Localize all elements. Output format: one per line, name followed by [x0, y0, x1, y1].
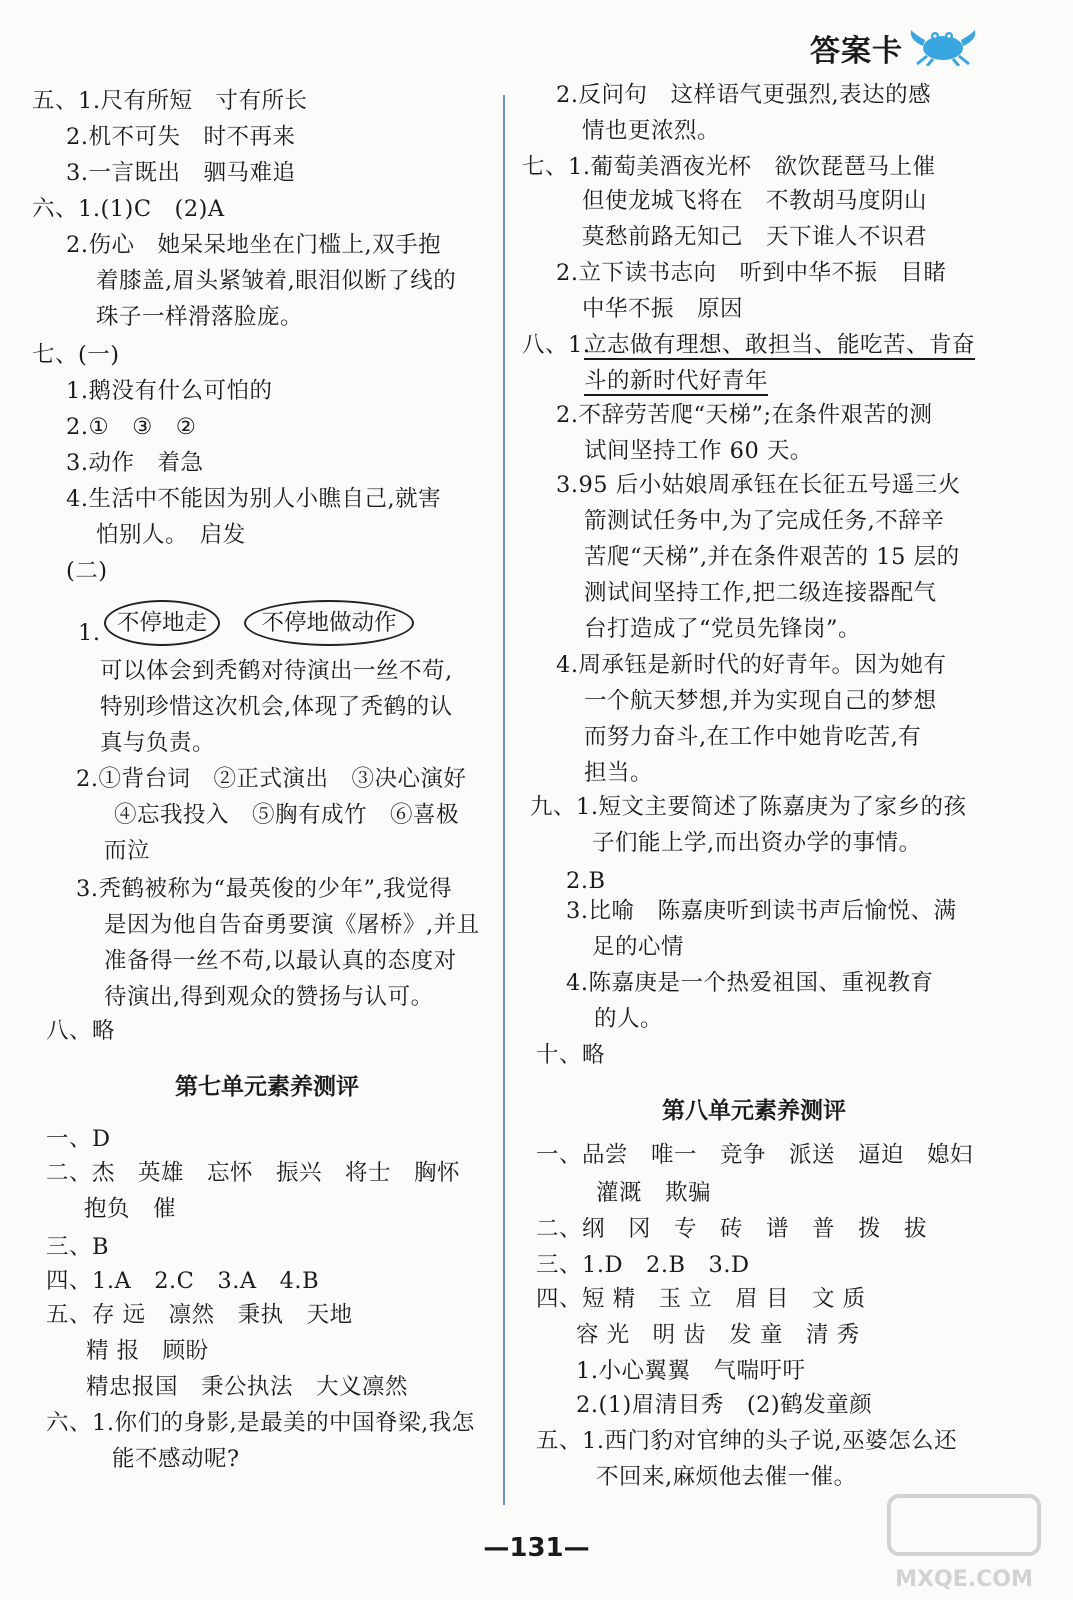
text-line: 莫愁前路无知己 天下谁人不识君	[582, 224, 928, 250]
column-divider	[503, 95, 505, 1505]
text-line: 测试间坚持工作,把二级连接器配气	[584, 580, 937, 606]
text-line: (二)	[66, 558, 108, 584]
text-line: 精 报 顾盼	[86, 1338, 209, 1364]
text-line: 的人。	[594, 1006, 664, 1032]
text-line: 4.生活中不能因为别人小瞧自己,就害	[66, 486, 442, 512]
crab-icon	[903, 22, 981, 66]
text-line: 3.秃鹤被称为“最英俊的少年”,我觉得	[76, 876, 453, 902]
text-line: 3.比喻 陈嘉庚听到读书声后愉悦、满	[566, 898, 957, 924]
text-line: 但使龙城飞将在 不教胡马度阴山	[582, 188, 928, 214]
text-line: 四、1.A 2.C 3.A 4.B	[46, 1268, 320, 1294]
text-line: 3.一言既出 驷马难追	[66, 160, 296, 186]
text-line: 容 光 明 齿 发 童 清 秀	[576, 1322, 860, 1348]
text-line: 四、短 精 玉 立 眉 目 文 质	[536, 1286, 866, 1312]
text-line: 七、(一)	[32, 342, 120, 368]
circled-answer: 不停地走	[104, 600, 220, 646]
text-line: 2.① ③ ②	[66, 414, 197, 440]
text-line: 2.(1)眉清目秀 (2)鹤发童颜	[576, 1392, 873, 1418]
text-line: 二、纲 冈 专 砖 谱 普 拨 拔	[536, 1216, 928, 1242]
text-line: 中华不振 原因	[582, 296, 744, 322]
svg-text:MXQE.COM: MXQE.COM	[895, 1567, 1033, 1590]
text-line: 待演出,得到观众的赞扬与认可。	[104, 984, 434, 1010]
answer-card-label: 答案卡	[810, 34, 903, 69]
text-line: 4.周承钰是新时代的好青年。因为她有	[556, 652, 947, 678]
text-line: 六、1.你们的身影,是最美的中国脊梁,我怎	[46, 1410, 475, 1436]
text-line: 4.陈嘉庚是一个热爱祖国、重视教育	[566, 970, 934, 996]
text-line: 三、1.D 2.B 3.D	[536, 1252, 750, 1278]
text-line: 2.反问句 这样语气更强烈,表达的感	[556, 82, 932, 108]
text-line: 一、品尝 唯一 竞争 派送 逼迫 媳妇	[536, 1142, 974, 1168]
text-line: 一个航天梦想,并为实现自己的梦想	[584, 688, 937, 714]
text-line: 苦爬“天梯”,并在条件艰苦的 15 层的	[584, 544, 960, 570]
text-line: 试间坚持工作 60 天。	[584, 438, 813, 464]
text-line: 抱负 催	[84, 1196, 177, 1222]
text-line: 能不感动呢?	[112, 1446, 240, 1472]
text-line: 1.	[78, 620, 101, 646]
text-line: 珠子一样滑落脸庞。	[96, 304, 304, 330]
text-line: 三、B	[46, 1234, 110, 1260]
text-line: 2.立下读书志向 听到中华不振 目睹	[556, 260, 947, 286]
section-heading: 第八单元素养测评	[662, 1098, 846, 1124]
text-line: ④忘我投入 ⑤胸有成竹 ⑥喜极	[114, 802, 460, 828]
text-line: 真与负责。	[100, 730, 216, 756]
text-line: 2.不辞劳苦爬“天梯”;在条件艰苦的测	[556, 402, 933, 428]
text-line: 怕别人。 启发	[96, 522, 246, 548]
text-line: 足的心情	[592, 934, 685, 960]
text-line: 担当。	[584, 760, 654, 786]
page-number: —131—	[483, 1533, 590, 1563]
section-heading: 第七单元素养测评	[175, 1074, 359, 1100]
text-line: 八、1.	[522, 332, 591, 358]
text-line: 1.小心翼翼 气喘吁吁	[576, 1358, 806, 1384]
circled-answer: 不停地做动作	[244, 600, 414, 646]
text-line: 子们能上学,而出资办学的事情。	[592, 830, 922, 856]
text-line: 着膝盖,眉头紧皱着,眼泪似断了线的	[96, 268, 457, 294]
text-line: 精忠报国 秉公执法 大义凛然	[86, 1374, 409, 1400]
text-line: 3.动作 着急	[66, 450, 204, 476]
underlined-answer: 立志做有理想、敢担当、能吃苦、肯奋	[584, 332, 976, 358]
text-line: 五、1.尺有所短 寸有所长	[32, 88, 308, 114]
text-line: 台打造成了“党员先锋岗”。	[584, 616, 862, 642]
underlined-answer: 斗的新时代好青年	[584, 368, 769, 394]
text-line: 八、略	[46, 1018, 116, 1044]
text-line: 1.鹅没有什么可怕的	[66, 378, 273, 404]
text-line: 3.95 后小姑娘周承钰在长征五号遥三火	[556, 472, 961, 498]
text-line: 五、1.西门豹对官绅的头子说,巫婆怎么还	[536, 1428, 958, 1454]
text-line: 九、1.短文主要简述了陈嘉庚为了家乡的孩	[530, 794, 967, 820]
watermark-logo	[883, 1490, 1053, 1590]
text-line: 箭测试任务中,为了完成任务,不辞辛	[584, 508, 945, 534]
text-line: 而努力奋斗,在工作中她肯吃苦,有	[584, 724, 922, 750]
text-line: 不回来,麻烦他去催一催。	[596, 1464, 857, 1490]
text-line: 十、略	[536, 1042, 606, 1068]
text-line: 特别珍惜这次机会,体现了秃鹤的认	[100, 694, 453, 720]
text-line: 2.①背台词 ②正式演出 ③决心演好	[76, 766, 467, 792]
text-line: 灌溉 欺骗	[596, 1180, 712, 1206]
text-line: 五、存 远 凛然 秉执 天地	[46, 1302, 353, 1328]
text-line: 六、1.(1)C (2)A	[32, 196, 225, 222]
text-line: 而泣	[104, 838, 151, 864]
text-line: 二、杰 英雄 忘怀 振兴 将士 胸怀	[46, 1160, 461, 1186]
text-line: 2.伤心 她呆呆地坐在门槛上,双手抱	[66, 232, 442, 258]
text-line: 可以体会到秃鹤对待演出一丝不苟,	[100, 658, 453, 684]
text-line: 七、1.葡萄美酒夜光杯 欲饮琵琶马上催	[522, 154, 936, 180]
text-line: 情也更浓烈。	[582, 118, 721, 144]
text-line: 2.机不可失 时不再来	[66, 124, 296, 150]
text-line: 准备得一丝不苟,以最认真的态度对	[104, 948, 457, 974]
text-line: 一、D	[46, 1126, 111, 1152]
text-line: 2.B	[566, 868, 606, 894]
text-line: 是因为他自告奋勇要演《屠桥》,并且	[104, 912, 480, 938]
